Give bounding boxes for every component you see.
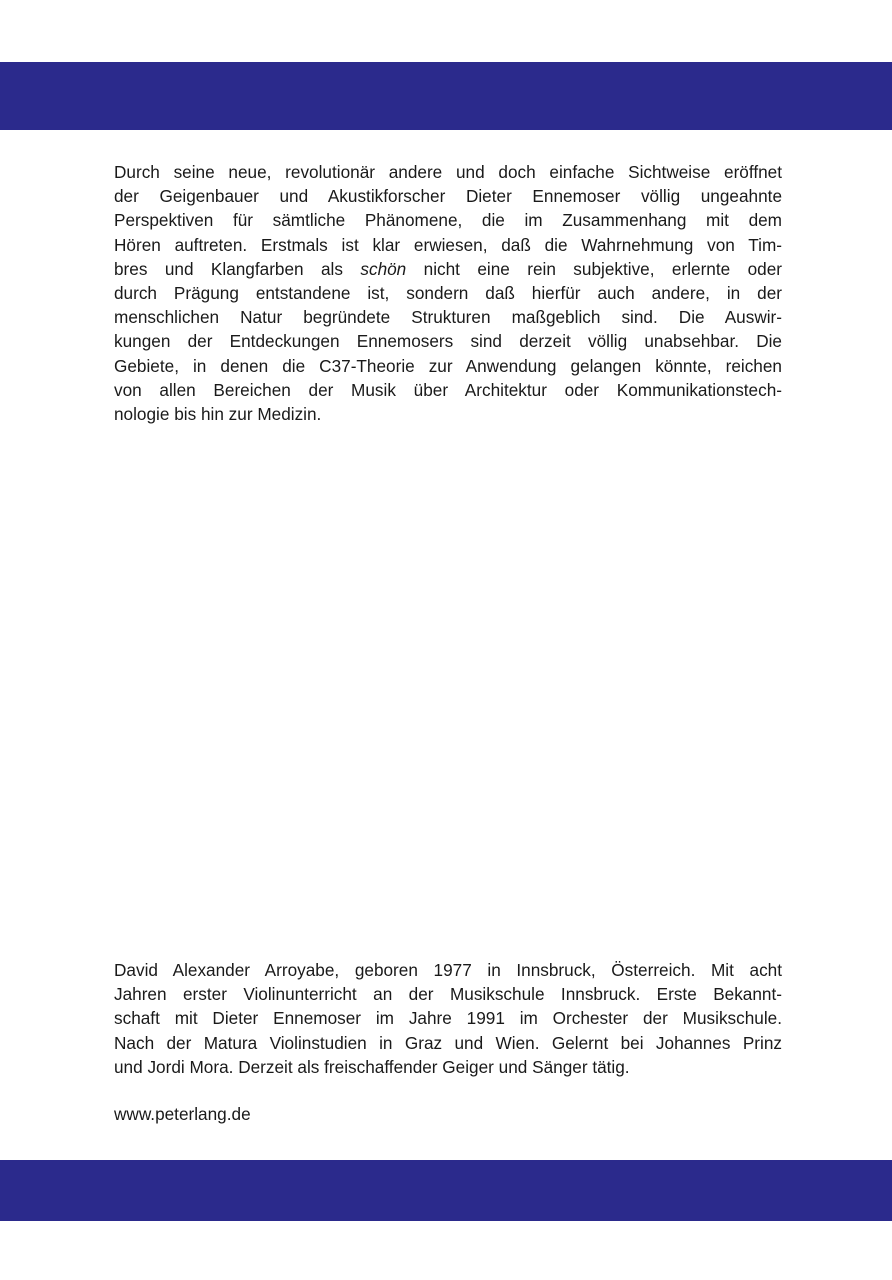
text-line: der Geigenbauer und Akustikforscher Dieter Ennemoser völlig ungeahnte	[114, 186, 782, 207]
text-line: schaft mit Dieter Ennemoser im Jahre 1991 im Orchester der Musikschule.	[114, 1008, 782, 1029]
top-color-band	[0, 62, 892, 130]
text-line: David Alexander Arroyabe, geboren 1977 in Innsbruck, Österreich. Mit acht	[114, 960, 782, 980]
text-line: Jahren erster Violinunterricht an der Musikschule Innsbruck. Erste Bekannt-	[114, 984, 782, 1005]
text-line: und Jordi Mora. Derzeit als freischaffender Geiger und Sänger tätig.	[114, 1056, 630, 1077]
text-line: Perspektiven für sämtliche Phänomene, die im Zusammenhang mit dem	[114, 210, 782, 231]
text-line: menschlichen Natur begründete Strukturen maßgeblich sind. Die Auswir-	[114, 307, 782, 328]
text-line: Durch seine neue, revolutionär andere und doch einfache Sichtweise eröffnet	[114, 162, 782, 182]
text-segment: bres und Klangfarben als	[114, 258, 361, 279]
text-line: nologie bis hin zur Medizin.	[114, 404, 322, 425]
bottom-color-band	[0, 1160, 892, 1221]
text-line: Nach der Matura Violinstudien in Graz und Wien. Gelernt bei Johannes Prinz	[114, 1032, 782, 1053]
text-line: durch Prägung entstandene ist, sondern daß hierfür auch andere, in der	[114, 283, 782, 304]
text-line-with-emphasis	[114, 257, 782, 281]
text-segment: nicht eine rein subjektive, erlernte oder	[406, 258, 782, 279]
description-paragraph	[114, 160, 782, 426]
publisher-website: www.peterlang.de	[114, 1104, 251, 1124]
text-line: Gebiete, in denen die C37-Theorie zur Anwendung gelangen könnte, reichen	[114, 355, 782, 376]
text-line: von allen Bereichen der Musik über Architektur oder Kommunikationstech-	[114, 379, 782, 400]
emphasized-word: schön	[360, 258, 407, 279]
text-line: kungen der Entdeckungen Ennemosers sind derzeit völlig unabsehbar. Die	[114, 331, 782, 352]
author-bio-paragraph	[114, 958, 782, 1079]
text-line: Hören auftreten. Erstmals ist klar erwiesen, daß die Wahrnehmung von Tim-	[114, 234, 782, 255]
